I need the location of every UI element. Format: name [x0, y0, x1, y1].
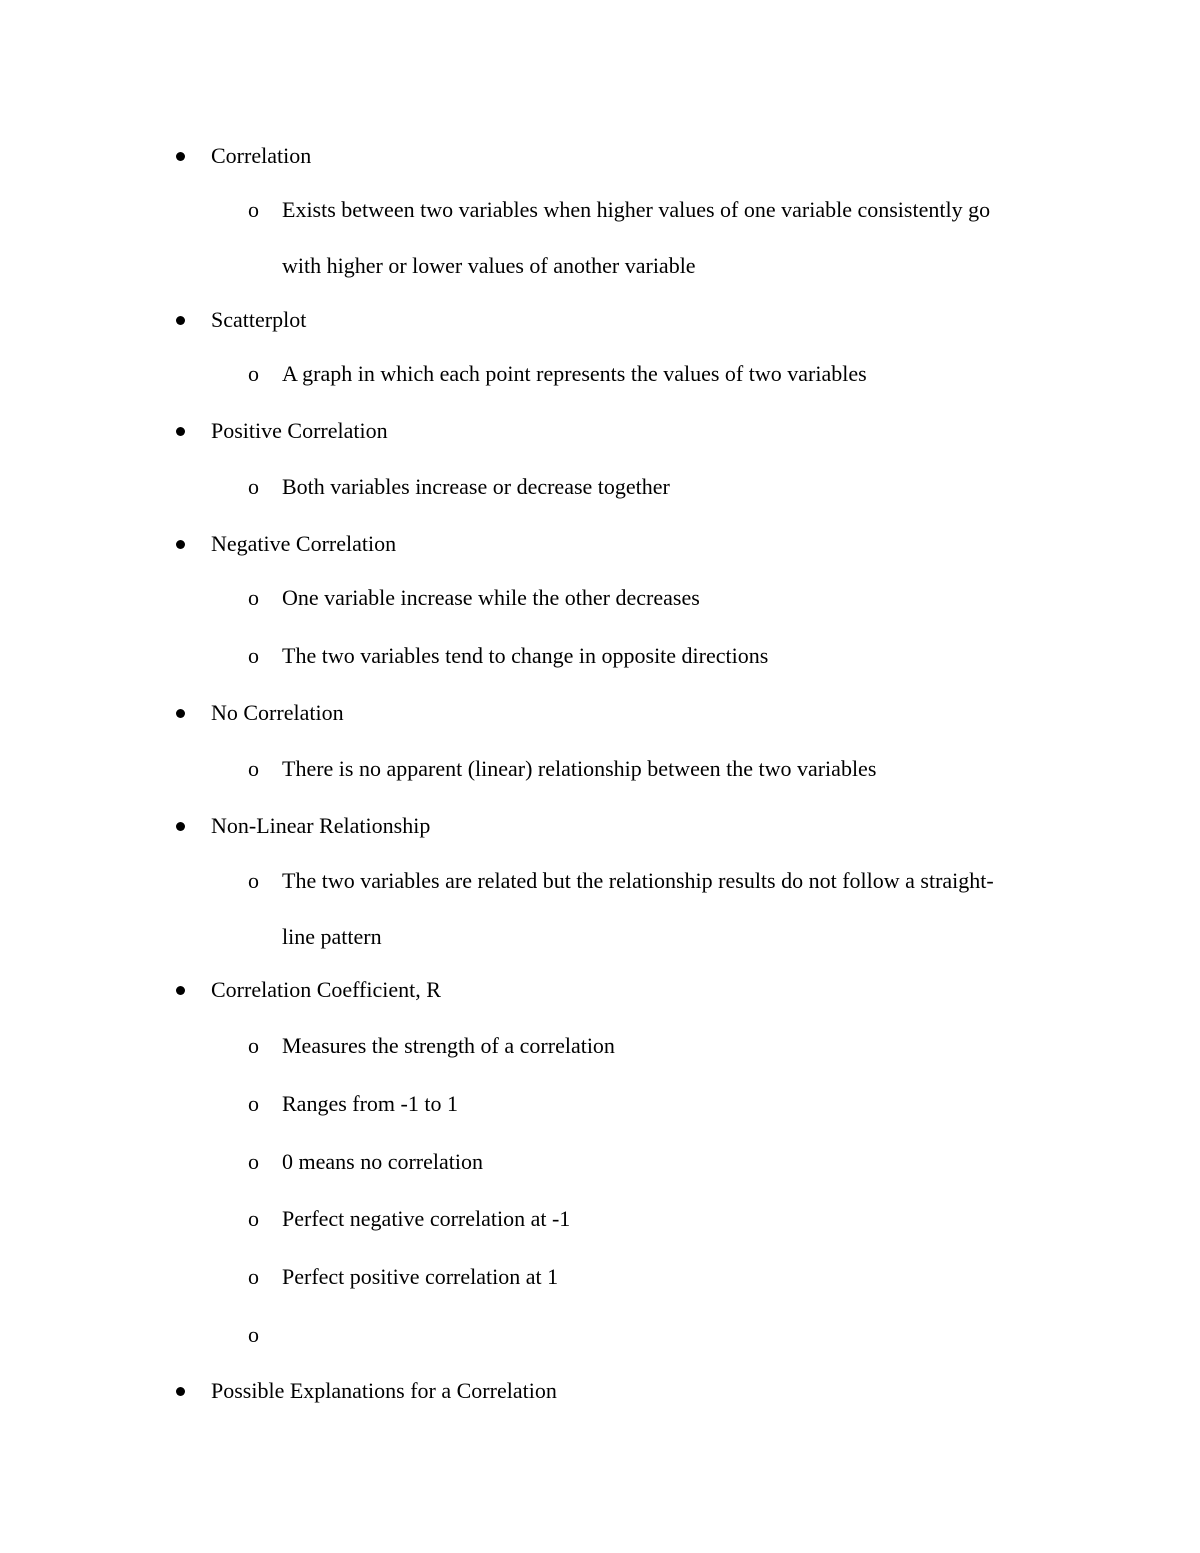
- sub-item-text-continued: line pattern: [282, 924, 382, 949]
- sub-bullet-icon: o: [248, 1322, 259, 1347]
- bullet-dot-icon: [176, 709, 185, 718]
- section-heading: Positive Correlation: [211, 418, 388, 443]
- sub-bullet-icon: o: [248, 1149, 259, 1174]
- sub-bullet-icon: o: [248, 361, 259, 386]
- bullet-dot-icon: [176, 1387, 185, 1396]
- bullet-dot-icon: [176, 316, 185, 325]
- bullet-dot-icon: [176, 986, 185, 995]
- sub-bullet-icon: o: [248, 756, 259, 781]
- sub-item-text: Measures the strength of a correlation: [282, 1033, 615, 1058]
- sub-item-text: One variable increase while the other decreases: [282, 585, 700, 610]
- section-heading: Possible Explanations for a Correlation: [211, 1378, 557, 1403]
- sub-bullet-icon: o: [248, 1206, 259, 1231]
- sub-item-text: Perfect positive correlation at 1: [282, 1264, 559, 1289]
- sub-item-text: Both variables increase or decrease together: [282, 474, 670, 499]
- bullet-dot-icon: [176, 822, 185, 831]
- sub-item-text-continued: with higher or lower values of another variable: [282, 253, 696, 278]
- sub-item-text: A graph in which each point represents the values of two variables: [282, 361, 867, 386]
- section-heading: Negative Correlation: [211, 531, 397, 556]
- sub-bullet-icon: o: [248, 1264, 259, 1289]
- sub-item-text: Exists between two variables when higher values of one variable consistently go: [282, 197, 991, 222]
- section-heading: No Correlation: [211, 700, 344, 725]
- sub-item-text: The two variables tend to change in opposite directions: [282, 643, 769, 668]
- sub-bullet-icon: o: [248, 197, 259, 222]
- sub-item-text: The two variables are related but the relationship results do not follow a straight-: [282, 868, 994, 893]
- sub-bullet-icon: o: [248, 585, 259, 610]
- section-heading: Correlation: [211, 143, 312, 168]
- bullet-dot-icon: [176, 540, 185, 549]
- sub-bullet-icon: o: [248, 474, 259, 499]
- sub-bullet-icon: o: [248, 868, 259, 893]
- sub-item-text: Ranges from -1 to 1: [282, 1091, 458, 1116]
- sub-bullet-icon: o: [248, 1091, 259, 1116]
- sub-item-text: Perfect negative correlation at -1: [282, 1206, 571, 1231]
- sub-bullet-icon: o: [248, 1033, 259, 1058]
- section-heading: Correlation Coefficient, R: [211, 977, 441, 1002]
- bullet-dot-icon: [176, 152, 185, 161]
- sub-item-text: 0 means no correlation: [282, 1149, 483, 1174]
- sub-bullet-icon: o: [248, 643, 259, 668]
- section-heading: Non-Linear Relationship: [211, 813, 431, 838]
- section-heading: Scatterplot: [211, 307, 307, 332]
- bullet-dot-icon: [176, 427, 185, 436]
- sub-item-text: There is no apparent (linear) relationship between the two variables: [282, 756, 877, 781]
